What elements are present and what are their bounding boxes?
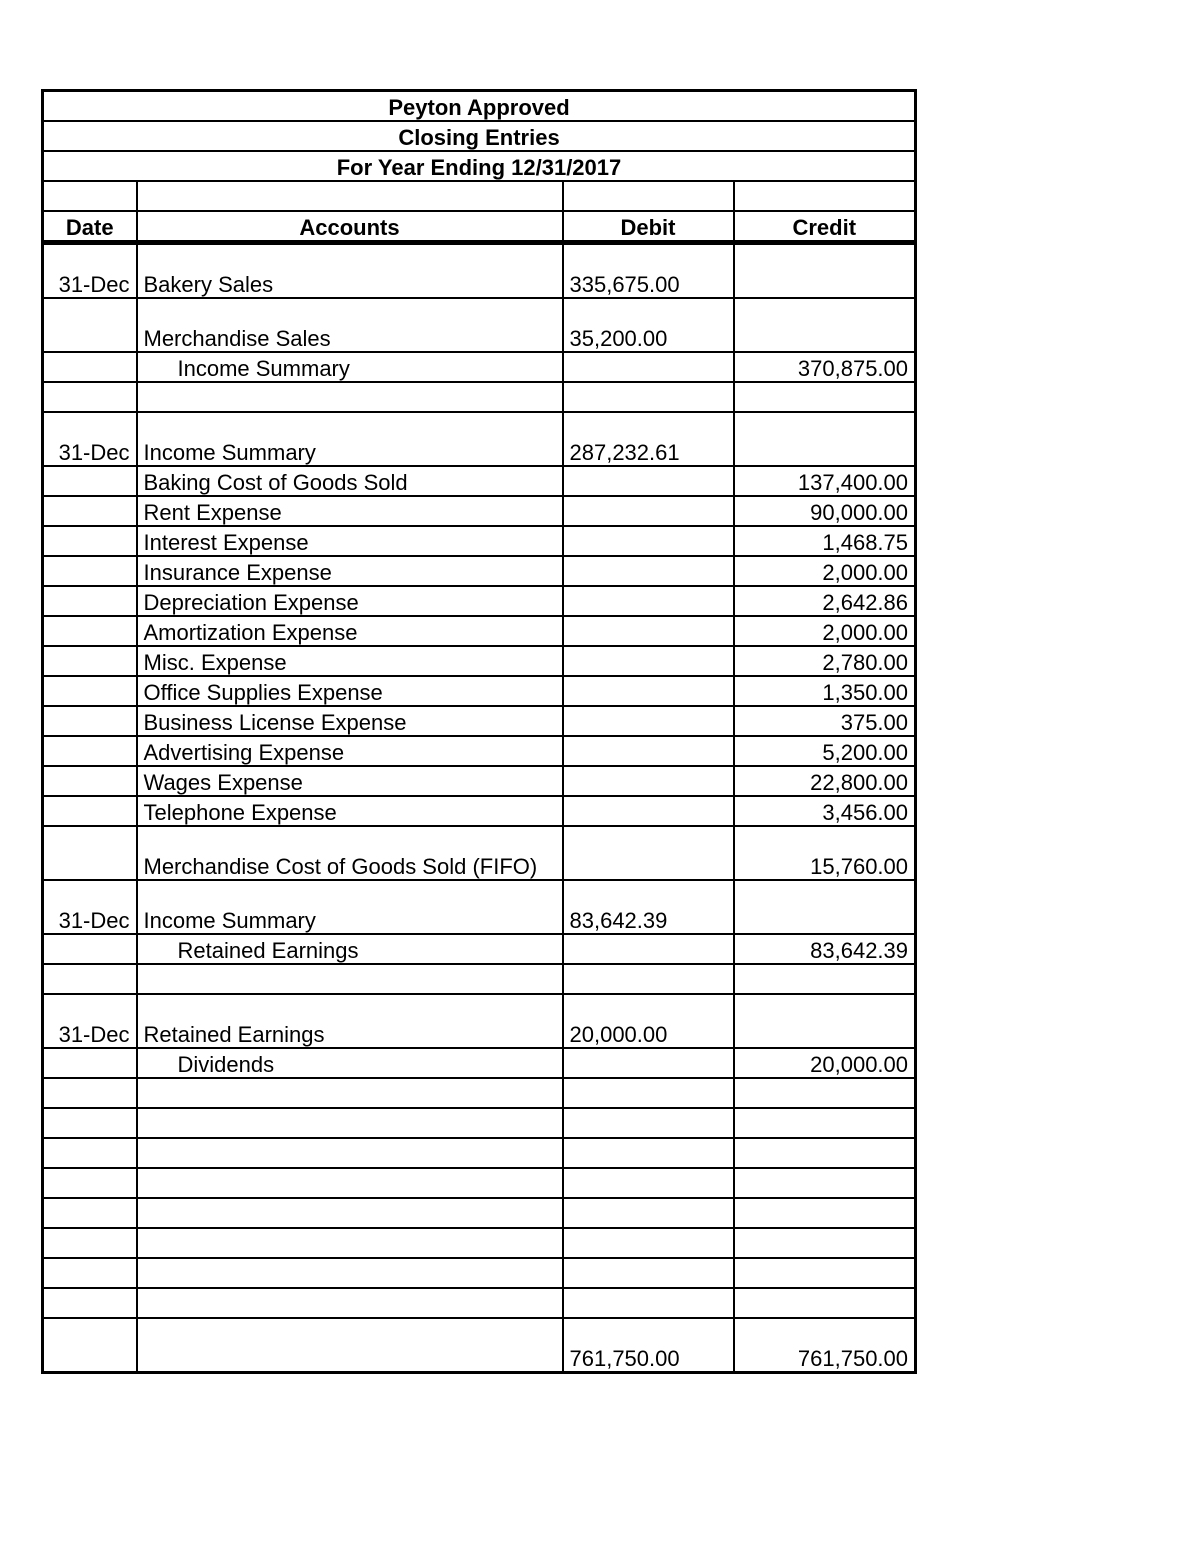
account-cell <box>137 1168 563 1198</box>
date-cell <box>43 1108 137 1138</box>
debit-cell <box>563 766 734 796</box>
credit-cell <box>734 1078 916 1108</box>
debit-cell <box>563 586 734 616</box>
date-cell <box>43 496 137 526</box>
table-row <box>43 412 916 466</box>
debit-cell <box>563 616 734 646</box>
debit-cell <box>563 1078 734 1108</box>
account-cell: Income Summary <box>137 352 563 382</box>
credit-cell <box>734 382 916 412</box>
debit-cell <box>563 1048 734 1078</box>
account-cell: Depreciation Expense <box>137 586 563 616</box>
date-cell <box>43 298 137 352</box>
account-cell: Office Supplies Expense <box>137 676 563 706</box>
date-cell <box>43 1138 137 1168</box>
debit-cell <box>563 496 734 526</box>
date-cell <box>43 706 137 736</box>
date-cell <box>43 556 137 586</box>
account-cell: Income Summary <box>137 880 563 934</box>
date-cell <box>43 382 137 412</box>
table-row <box>43 826 916 880</box>
account-cell <box>137 382 563 412</box>
cell <box>563 181 734 211</box>
date-cell: 31-Dec <box>43 880 137 934</box>
account-cell: Misc. Expense <box>137 646 563 676</box>
column-header-date: Date <box>43 211 137 243</box>
account-cell: Merchandise Cost of Goods Sold (FIFO) <box>137 826 563 880</box>
date-cell: 31-Dec <box>43 243 137 299</box>
date-cell <box>43 934 137 964</box>
debit-cell: 335,675.00 <box>563 243 734 299</box>
table-row <box>43 298 916 352</box>
table-row <box>43 1048 916 1078</box>
date-cell <box>43 1048 137 1078</box>
account-cell: Retained Earnings <box>137 994 563 1048</box>
credit-cell <box>734 880 916 934</box>
date-cell <box>43 826 137 880</box>
credit-cell <box>734 1168 916 1198</box>
debit-cell <box>563 706 734 736</box>
cell <box>43 181 137 211</box>
table-row <box>43 994 916 1048</box>
account-cell: Business License Expense <box>137 706 563 736</box>
credit-cell <box>734 1138 916 1168</box>
column-header-accounts: Accounts <box>137 211 563 243</box>
table-row <box>43 526 916 556</box>
date-cell <box>43 796 137 826</box>
credit-cell: 2,000.00 <box>734 556 916 586</box>
credit-cell: 370,875.00 <box>734 352 916 382</box>
debit-cell <box>563 382 734 412</box>
debit-cell <box>563 1168 734 1198</box>
account-cell <box>137 1198 563 1228</box>
account-cell: Income Summary <box>137 412 563 466</box>
table-row <box>43 382 916 412</box>
blank-row <box>43 181 916 211</box>
title-row-company <box>43 91 916 122</box>
credit-cell <box>734 298 916 352</box>
table-row <box>43 616 916 646</box>
date-cell <box>43 766 137 796</box>
table-row <box>43 556 916 586</box>
total-debit: 761,750.00 <box>563 1318 734 1373</box>
date-cell <box>43 646 137 676</box>
table-row <box>43 934 916 964</box>
debit-cell: 287,232.61 <box>563 412 734 466</box>
table-row <box>43 964 916 994</box>
table-row <box>43 646 916 676</box>
date-cell <box>43 676 137 706</box>
table-row <box>43 766 916 796</box>
debit-cell <box>563 352 734 382</box>
date-cell <box>43 1228 137 1258</box>
account-cell <box>137 964 563 994</box>
account-cell: Telephone Expense <box>137 796 563 826</box>
credit-cell <box>734 1288 916 1318</box>
account-cell <box>137 1078 563 1108</box>
account-cell: Advertising Expense <box>137 736 563 766</box>
date-cell <box>43 1198 137 1228</box>
table-row <box>43 243 916 299</box>
credit-cell: 1,350.00 <box>734 676 916 706</box>
company-name: Peyton Approved <box>43 91 916 122</box>
cell <box>137 1318 563 1373</box>
debit-cell <box>563 964 734 994</box>
table-row <box>43 1198 916 1228</box>
date-cell: 31-Dec <box>43 412 137 466</box>
credit-cell: 83,642.39 <box>734 934 916 964</box>
table-row <box>43 1288 916 1318</box>
date-cell <box>43 964 137 994</box>
credit-cell: 3,456.00 <box>734 796 916 826</box>
table-row <box>43 496 916 526</box>
debit-cell <box>563 1108 734 1138</box>
report-period: For Year Ending 12/31/2017 <box>43 151 916 181</box>
table-row <box>43 1258 916 1288</box>
credit-cell: 22,800.00 <box>734 766 916 796</box>
credit-cell: 5,200.00 <box>734 736 916 766</box>
account-cell: Amortization Expense <box>137 616 563 646</box>
title-row-period <box>43 151 916 181</box>
debit-cell <box>563 1198 734 1228</box>
table-row <box>43 736 916 766</box>
credit-cell: 2,780.00 <box>734 646 916 676</box>
table-row <box>43 466 916 496</box>
debit-cell <box>563 1288 734 1318</box>
debit-cell <box>563 796 734 826</box>
date-cell <box>43 1258 137 1288</box>
debit-cell: 35,200.00 <box>563 298 734 352</box>
table-row <box>43 1228 916 1258</box>
report-title: Closing Entries <box>43 121 916 151</box>
debit-cell <box>563 736 734 766</box>
credit-cell <box>734 1228 916 1258</box>
debit-cell <box>563 1138 734 1168</box>
debit-cell <box>563 1258 734 1288</box>
date-cell <box>43 736 137 766</box>
table-row <box>43 1168 916 1198</box>
column-header-credit: Credit <box>734 211 916 243</box>
totals-row <box>43 1318 916 1373</box>
closing-entries-table <box>41 89 917 1374</box>
account-cell <box>137 1108 563 1138</box>
account-cell: Wages Expense <box>137 766 563 796</box>
date-cell <box>43 1168 137 1198</box>
column-header-row <box>43 211 916 243</box>
account-cell <box>137 1228 563 1258</box>
date-cell <box>43 586 137 616</box>
credit-cell: 2,642.86 <box>734 586 916 616</box>
credit-cell <box>734 1198 916 1228</box>
credit-cell: 2,000.00 <box>734 616 916 646</box>
account-cell: Baking Cost of Goods Sold <box>137 466 563 496</box>
account-cell: Retained Earnings <box>137 934 563 964</box>
total-credit: 761,750.00 <box>734 1318 916 1373</box>
table-row <box>43 676 916 706</box>
table-row <box>43 586 916 616</box>
credit-cell <box>734 243 916 299</box>
debit-cell <box>563 466 734 496</box>
column-header-debit: Debit <box>563 211 734 243</box>
credit-cell <box>734 1108 916 1138</box>
debit-cell <box>563 646 734 676</box>
debit-cell: 83,642.39 <box>563 880 734 934</box>
date-cell <box>43 1288 137 1318</box>
date-cell: 31-Dec <box>43 994 137 1048</box>
credit-cell: 137,400.00 <box>734 466 916 496</box>
credit-cell: 375.00 <box>734 706 916 736</box>
credit-cell <box>734 412 916 466</box>
credit-cell: 1,468.75 <box>734 526 916 556</box>
table-row <box>43 1138 916 1168</box>
table-row <box>43 352 916 382</box>
debit-cell <box>563 934 734 964</box>
account-cell: Interest Expense <box>137 526 563 556</box>
date-cell <box>43 352 137 382</box>
debit-cell <box>563 1228 734 1258</box>
date-cell <box>43 526 137 556</box>
credit-cell <box>734 964 916 994</box>
cell <box>734 181 916 211</box>
date-cell <box>43 466 137 496</box>
debit-cell <box>563 526 734 556</box>
account-cell: Bakery Sales <box>137 243 563 299</box>
table-row <box>43 706 916 736</box>
table-row <box>43 1108 916 1138</box>
account-cell: Insurance Expense <box>137 556 563 586</box>
credit-cell <box>734 994 916 1048</box>
account-cell: Rent Expense <box>137 496 563 526</box>
account-cell <box>137 1288 563 1318</box>
credit-cell: 20,000.00 <box>734 1048 916 1078</box>
account-cell: Merchandise Sales <box>137 298 563 352</box>
cell <box>137 181 563 211</box>
table-row <box>43 1078 916 1108</box>
credit-cell: 90,000.00 <box>734 496 916 526</box>
cell <box>43 1318 137 1373</box>
credit-cell <box>734 1258 916 1288</box>
account-cell <box>137 1258 563 1288</box>
table-row <box>43 796 916 826</box>
date-cell <box>43 1078 137 1108</box>
account-cell <box>137 1138 563 1168</box>
title-row-report <box>43 121 916 151</box>
debit-cell <box>563 826 734 880</box>
debit-cell <box>563 676 734 706</box>
debit-cell: 20,000.00 <box>563 994 734 1048</box>
table-row <box>43 880 916 934</box>
credit-cell: 15,760.00 <box>734 826 916 880</box>
account-cell: Dividends <box>137 1048 563 1078</box>
debit-cell <box>563 556 734 586</box>
date-cell <box>43 616 137 646</box>
